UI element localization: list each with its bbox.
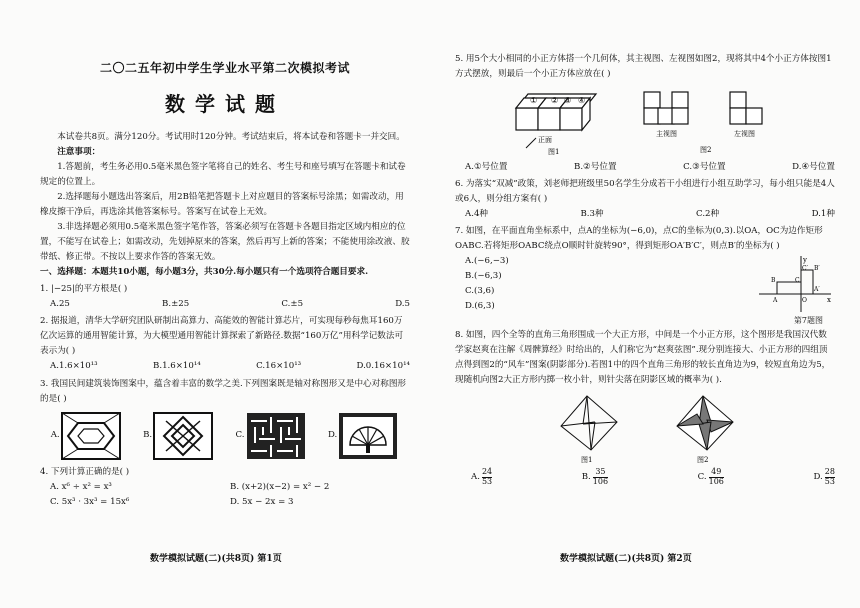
question-8-stem: 8. 如图，四个全等的直角三角形围成一个大正方形，中间是一个小正方形，这个图形是我国汉代数学家赵爽在注解《周髀算经》时给出的，人们称它为“赵爽弦图”.现分别连接大、小正方形的四组顶点得到图2的“风车”图案(阴影部分).若图1中的四个直角三角形的较长直角边为9，较短直角边为5，现随机向图2大正方形内掷一枚小针，则针尖落在阴影区域的概率为( ). xyxy=(455,329,831,385)
q8-d-denominator: 53 xyxy=(824,476,835,486)
q1-option-c[interactable]: C.±5 xyxy=(281,299,304,310)
question-8-figures xyxy=(455,392,835,464)
question-4-options xyxy=(40,480,410,510)
section-heading: 一、选择题：本题共10小题，每小题3分，共30分.每小题只有一个选项符合题目要求. xyxy=(40,267,369,278)
q8-option-d[interactable] xyxy=(813,468,835,487)
q8-fig-2-label: 图2 xyxy=(697,455,709,464)
q3-option-b[interactable] xyxy=(143,411,214,461)
question-3-stem: 3. 我国民间建筑装饰图案中，蕴含着丰富的数学之美.下列图案既是轴对称图形又是中心对称图形的是( ) xyxy=(40,378,407,404)
point-b: B xyxy=(771,277,776,285)
q5-option-d[interactable]: D.④号位置 xyxy=(792,162,835,173)
q1-option-d[interactable]: D.5 xyxy=(395,299,410,310)
notes-heading: 注意事项： xyxy=(57,147,101,158)
q3-label-c: C. xyxy=(235,430,245,441)
left-view-label: 左视图 xyxy=(734,130,755,139)
pattern-knot-icon xyxy=(152,411,214,461)
q6-option-b[interactable]: B.3种 xyxy=(580,209,604,220)
q8-option-a[interactable] xyxy=(471,468,492,487)
question-5-figures xyxy=(455,86,835,156)
q8-option-b[interactable] xyxy=(582,468,608,487)
q2-option-c[interactable]: C.16×10¹³ xyxy=(256,361,302,372)
cell-3-label: ③ xyxy=(564,96,572,106)
q5-option-c[interactable]: C.③号位置 xyxy=(683,162,726,173)
question-7-body xyxy=(455,254,835,316)
coordinate-figure xyxy=(755,254,835,316)
question-2-stem: 2. 据报道，清华大学研究团队研制出高算力、高能效的智能计算芯片，可实现每秒每焦耳160万亿次运算的通用智能计算，为大模型通用智能计算探索了新路径.数据“160万亿”用科学记数法可表示为( ) xyxy=(40,316,404,357)
q8-option-a-fraction xyxy=(482,468,492,487)
q8-option-c-fraction xyxy=(709,468,724,487)
q8-option-d-label: D. xyxy=(813,471,823,482)
point-a: A xyxy=(773,297,778,305)
point-o: O xyxy=(802,297,807,305)
note-2: 2.选择题每小题选出答案后，用2B铅笔把答题卡上对应题目的答案标号涂黑；如需改动，用橡皮擦干净后，再选涂其他答案标号。答案写在试卷上无效。 xyxy=(40,192,404,218)
q8-option-a-label: A. xyxy=(471,471,480,482)
cell-4-label: ④ xyxy=(578,96,586,106)
q4-option-a[interactable]: A. x⁶ ÷ x² = x³ xyxy=(50,481,112,492)
q4-option-c[interactable]: C. 5x³ · 3x³ = 15x⁶ xyxy=(50,496,130,507)
subject-title: 数学试题 xyxy=(165,92,285,116)
zhao-shuang-figure xyxy=(547,392,627,464)
q4-option-b[interactable]: B. (x+2)(x−2) = x² − 2 xyxy=(230,481,330,492)
q8-fig-1-label: 图1 xyxy=(581,455,593,464)
question-5-options xyxy=(455,160,835,175)
exam-title: 二〇二五年初中学生学业水平第二次模拟考试 xyxy=(99,61,350,75)
q3-option-a[interactable] xyxy=(51,411,122,461)
q6-option-d[interactable]: D.1种 xyxy=(811,209,835,220)
point-a-prime: A′ xyxy=(814,286,820,294)
question-6-stem: 6. 为落实“双减”政策，刘老师把班级里50名学生分成若干小组进行小组互助学习，每小组只能是4人或6人，则分组方案有( ) xyxy=(455,179,835,205)
cell-2-label: ② xyxy=(551,96,559,106)
cell-1-label: ① xyxy=(530,96,538,106)
q8-option-b-fraction xyxy=(593,468,608,487)
q3-label-a: A. xyxy=(50,430,60,441)
page-1 xyxy=(40,48,410,510)
fig-2-label: 图2 xyxy=(700,146,712,155)
q3-label-b: B. xyxy=(143,430,153,441)
q2-option-d[interactable]: D.0.16×10¹⁴ xyxy=(356,361,410,372)
x-axis-label: x xyxy=(827,296,831,305)
point-c: C xyxy=(795,277,800,285)
page-1-footer: 数学模拟试题(二)(共8页) 第1页 xyxy=(150,554,282,564)
q6-option-c[interactable]: C.2种 xyxy=(696,209,720,220)
y-axis-label: y xyxy=(803,256,807,265)
q7-option-d[interactable]: D.(6,3) xyxy=(465,301,495,312)
question-1-options xyxy=(40,297,410,312)
question-3-figures xyxy=(40,411,410,461)
pattern-lattice-icon xyxy=(245,411,307,461)
point-c-prime: C′ xyxy=(802,265,808,273)
fig-1-label: 图1 xyxy=(548,148,560,157)
intro-text: 本试卷共8页。满分120分。考试用时120分钟。考试结束后，将本试卷和答题卡一并交回。 xyxy=(57,132,405,142)
q8-option-d-fraction xyxy=(825,468,835,487)
q2-option-a[interactable]: A.1.6×10¹³ xyxy=(50,361,98,372)
pattern-fan-icon xyxy=(337,411,399,461)
figure-7-caption: 第7题图 xyxy=(793,316,823,326)
question-5-stem: 5. 用5个大小相同的小正方体搭一个几何体，其主视图、左视图如图2，现将其中4个小正方体按图1方式摆放，则最后一个小正方体应放在( ) xyxy=(455,54,832,80)
front-view-label: 主视图 xyxy=(656,130,677,139)
q6-option-a[interactable]: A.4种 xyxy=(465,209,488,220)
q2-option-b[interactable]: B.1.6×10¹⁴ xyxy=(153,361,201,372)
views-figure xyxy=(634,86,784,156)
q8-b-denominator: 106 xyxy=(592,476,609,486)
q7-option-b[interactable]: B.(−6,3) xyxy=(465,271,502,282)
q3-label-d: D. xyxy=(327,430,338,441)
pattern-hexagon-icon xyxy=(60,411,122,461)
question-6-options xyxy=(455,207,835,222)
page-2 xyxy=(455,52,835,487)
q4-option-d[interactable]: D. 5x − 2x = 3 xyxy=(230,496,294,507)
q5-option-b[interactable]: B.②号位置 xyxy=(574,162,617,173)
q8-a-numerator: 24 xyxy=(481,466,493,476)
cube-arrangement-figure xyxy=(506,86,606,156)
point-b-prime: B′ xyxy=(814,265,820,273)
q8-c-denominator: 106 xyxy=(708,476,724,486)
question-4-stem: 4. 下列计算正确的是( ) xyxy=(40,466,130,477)
question-8-options xyxy=(455,468,835,487)
front-label: 正面 xyxy=(538,136,552,145)
q7-option-a[interactable]: A.(−6,−3) xyxy=(465,256,509,267)
note-3: 3.非选择题必须用0.5毫米黑色签字笔作答，答案必须写在答题卡各题目指定区域内相应的位置，不能写在试卷上；如需改动，先划掉原来的答案，然后再写上新的答案；不能使用涂改液、胶带纸、修正带。不按以上要求作答的答案无效。 xyxy=(40,222,410,263)
question-1-stem: 1. |−25|的平方根是( ) xyxy=(40,284,128,295)
note-1: 1.答题前，考生务必用0.5毫米黑色签字笔将自己的姓名、考生号和座号填写在答题卡和试卷规定的位置上。 xyxy=(40,162,406,188)
q5-option-a[interactable]: A.①号位置 xyxy=(465,162,508,173)
windmill-figure xyxy=(663,392,743,464)
q8-c-numerator: 49 xyxy=(711,466,722,476)
q1-option-b[interactable]: B.±25 xyxy=(162,299,190,310)
q8-option-c[interactable] xyxy=(698,468,724,487)
question-2-options xyxy=(40,359,410,374)
question-7-stem: 7. 如图，在平面直角坐标系中，点A的坐标为(−6,0)，点C的坐标为(0,3).以OA，OC为边作矩形OABC.若将矩形OABC绕点O顺时针旋转90°，得到矩形OA′B′C′，则点B′的坐标为( ) xyxy=(455,226,823,252)
q1-option-a[interactable]: A.25 xyxy=(50,299,70,310)
question-7-options xyxy=(455,254,509,316)
q8-b-numerator: 35 xyxy=(595,466,606,476)
q8-option-c-label: C. xyxy=(697,471,707,482)
q8-option-b-label: B. xyxy=(581,471,591,482)
q3-option-d[interactable] xyxy=(328,411,399,461)
q8-a-denominator: 53 xyxy=(481,476,493,486)
q7-option-c[interactable]: C.(3,6) xyxy=(465,286,495,297)
q3-option-c[interactable] xyxy=(236,411,307,461)
page-2-footer: 数学模拟试题(二)(共8页) 第2页 xyxy=(560,554,692,564)
q8-d-numerator: 28 xyxy=(824,466,835,476)
